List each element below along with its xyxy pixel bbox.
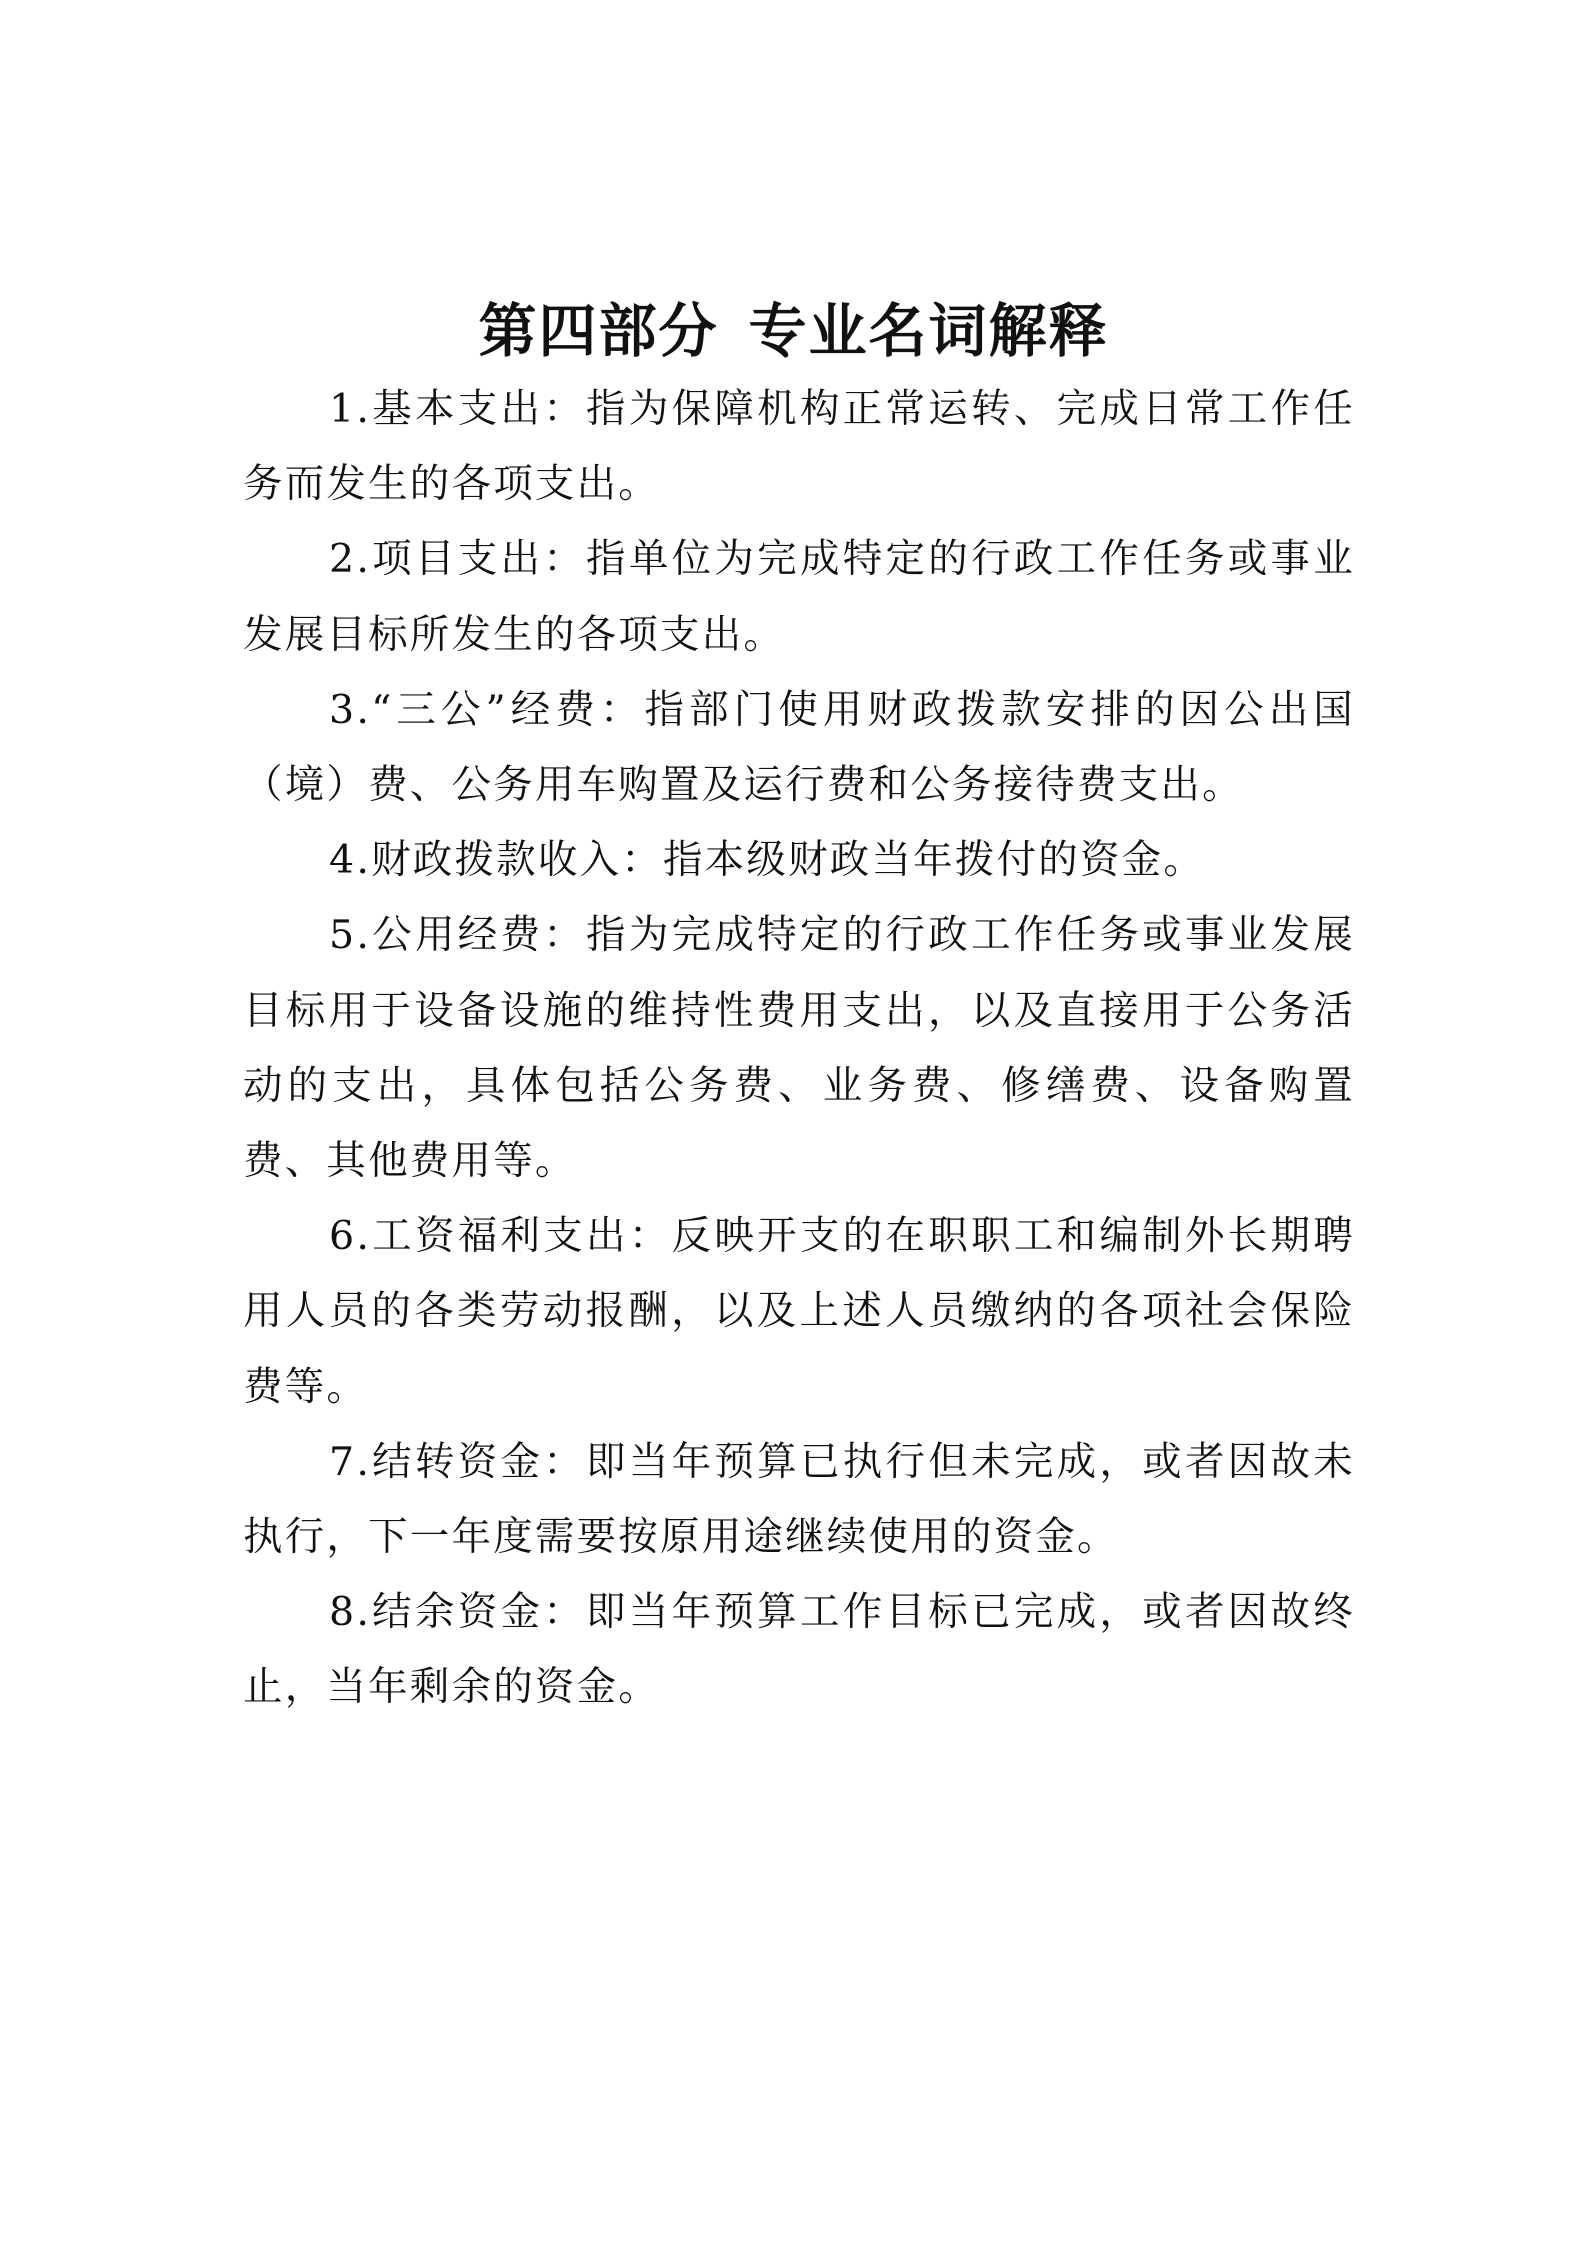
glossary-list [243, 372, 1355, 1726]
title-main-label: 专业名词解释 [748, 296, 1109, 365]
glossary-item-surplus-funds: 8.结余资金：即当年预算工作目标已完成，或者因故终止，当年剩余的资金。 [243, 1589, 1355, 1711]
page-title [0, 291, 1587, 371]
glossary-item-wages-welfare: 6.工资福利支出：反映开支的在职职工和编制外长期聘用人员的各类劳动报酬，以及上述人员缴纳的各项社会保险费等。 [243, 1213, 1355, 1410]
glossary-item-project-expenditure: 2.项目支出：指单位为完成特定的行政工作任务或事业发展目标所发生的各项支出。 [243, 536, 1355, 658]
glossary-item-carryover-funds: 7.结转资金：即当年预算已执行但未完成，或者因故未执行，下一年度需要按原用途继续使用的资金。 [243, 1438, 1355, 1561]
glossary-item-fiscal-appropriation-income: 4.财政拨款收入：指本级财政当年拨付的资金。 [329, 837, 1206, 884]
glossary-item-public-funds: 5.公用经费：指为完成特定的行政工作任务或事业发展目标用于设备设施的维持性费用支出，以及直接用于公务活动的支出，具体包括公务费、业务费、修缮费、设备购置费、其他费用等。 [243, 912, 1355, 1185]
title-part-label: 第四部分 [478, 296, 719, 365]
glossary-item-basic-expenditure: 1.基本支出：指为保障机构正常运转、完成日常工作任务而发生的各项支出。 [243, 386, 1355, 508]
glossary-item-three-public-expenses: 3.“三公”经费：指部门使用财政拨款安排的因公出国（境）费、公务用车购置及运行费和公务接待费支出。 [243, 686, 1355, 809]
